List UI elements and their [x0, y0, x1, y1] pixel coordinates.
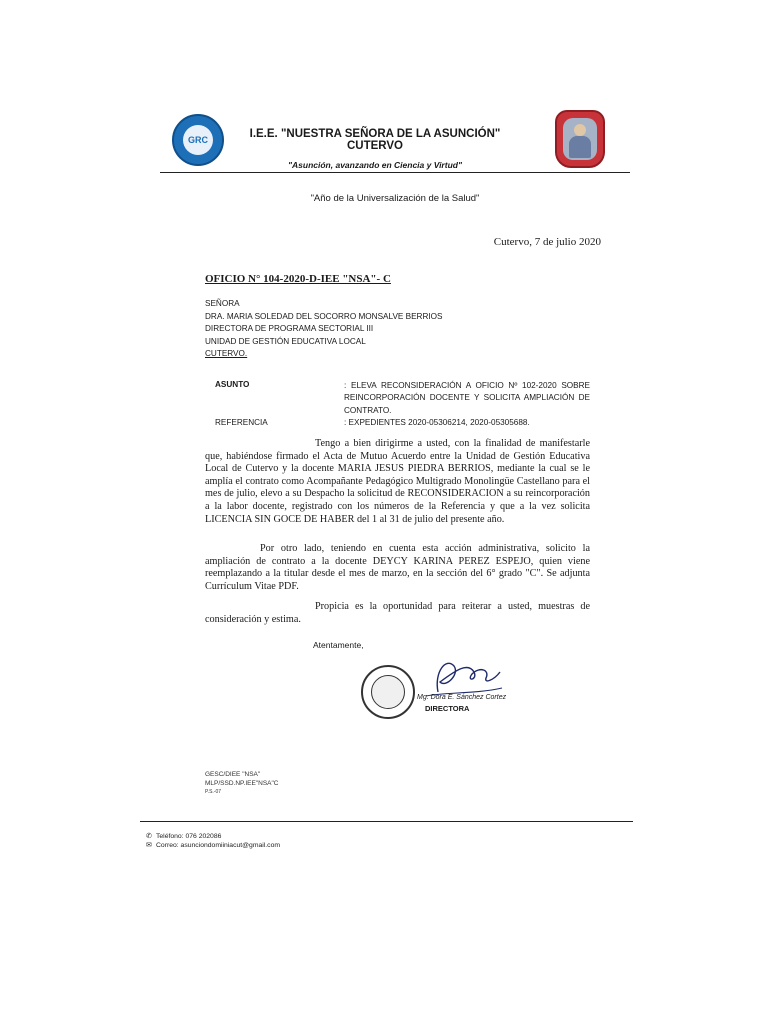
institution-name: I.E.E. "NUESTRA SEÑORA DE LA ASUNCIÓN" — [249, 128, 501, 140]
phone-icon: ✆ — [146, 833, 152, 840]
school-crest-right — [555, 110, 605, 168]
reference-code-3: P.S.-07 — [205, 789, 222, 796]
footer-divider — [140, 821, 633, 822]
addressee-block — [205, 298, 443, 361]
year-motto: "Año de la Universalización de la Salud" — [310, 193, 480, 204]
body-paragraph-3-text: Propicia es la oportunidad para reiterar a usted, muestras de consideración y estima. — [205, 601, 590, 625]
reference-codes — [205, 771, 279, 797]
addressee-city: CUTERVO. — [205, 349, 248, 359]
reference-code-1: GESC/DIEE "NSA" — [205, 771, 261, 778]
contact-email: Correo: asunciondomiiniacut@gmail.com — [156, 841, 281, 849]
contact-phone: Teléfono: 076 202086 — [156, 833, 222, 840]
referencia-label: REFERENCIA — [215, 418, 268, 427]
letter-date: Cutervo, 7 de julio 2020 — [493, 236, 601, 248]
institution-slogan: "Asunción, avanzando en Ciencia y Virtud" — [287, 160, 462, 170]
asunto-label: ASUNTO — [215, 380, 250, 389]
body-paragraph-1-text: Tengo a bien dirigirme a usted, con la finalidad de manifestarle que, habiéndose firmado el Acta de Mutuo Acuerdo entre la Unidad de Gestión Educativa Local de Cutervo y la docente MARIA JESUS PIEDRA BERRIOS, mediante la cual se le amplía el contrato como Acompañante Pedagógico Multigrado Monolingüe Castellano para el mes de julio, elevo a su Despacho la solicitud de RECONSIDERACION a su reincorporación a la labor docente, registrado con los números de la Referencia y que a la vez solicita LICENCIA SIN GOCE DE HABER del 1 al 31 de julio del presente año. — [205, 438, 590, 525]
addressee-name: DRA. MARIA SOLEDAD DEL SOCORRO MONSALVE BERRIOS — [205, 311, 443, 321]
body-paragraph-1 — [205, 438, 590, 526]
institution-header — [230, 128, 520, 152]
institution-city: CUTERVO — [346, 140, 404, 152]
official-seal — [361, 665, 415, 719]
oficio-number: OFICIO N° 104-2020-D-IEE "NSA"- C — [205, 273, 391, 285]
contact-block — [146, 833, 280, 850]
addressee-unit: UNIDAD DE GESTIÓN EDUCATIVA LOCAL — [205, 336, 366, 346]
signatory-name: Mg. Dora E. Sánchez Cortez — [417, 694, 507, 701]
school-logo-left — [172, 114, 224, 166]
addressee-salutation: SEÑORA — [205, 299, 240, 308]
asunto-text: : ELEVA RECONSIDERACIÓN A OFICIO Nº 102-2020 SOBRE REINCORPORACIÓN DOCENTE Y SOLICITA AMPLIACIÓN DE CONTRATO. — [344, 381, 590, 415]
logo-left-text: GRC — [183, 125, 213, 155]
addressee-position: DIRECTORA DE PROGRAMA SECTORIAL III — [205, 324, 374, 334]
closing-text: Atentamente, — [313, 640, 364, 650]
email-icon: ✉ — [146, 841, 152, 849]
header-divider — [160, 172, 630, 173]
referencia-text: : EXPEDIENTES 2020-05306214, 2020-05305688. — [344, 418, 530, 427]
body-paragraph-2 — [205, 543, 590, 593]
reference-code-2: MLP/SSD.NP.IEE"NSA"C — [205, 779, 279, 787]
signatory-role: DIRECTORA — [425, 704, 470, 713]
body-paragraph-2-text: Por otro lado, teniendo en cuenta esta acción administrativa, solicito la ampliación de contrato a la docente DEYCY KARINA PEREZ ESPEJO, quien viene reemplazando a la titular desde el mes de marzo, en la sección del 6° grado "C". Se adjunta Currículum Vitae PDF. — [205, 543, 590, 592]
body-paragraph-3 — [205, 601, 590, 626]
